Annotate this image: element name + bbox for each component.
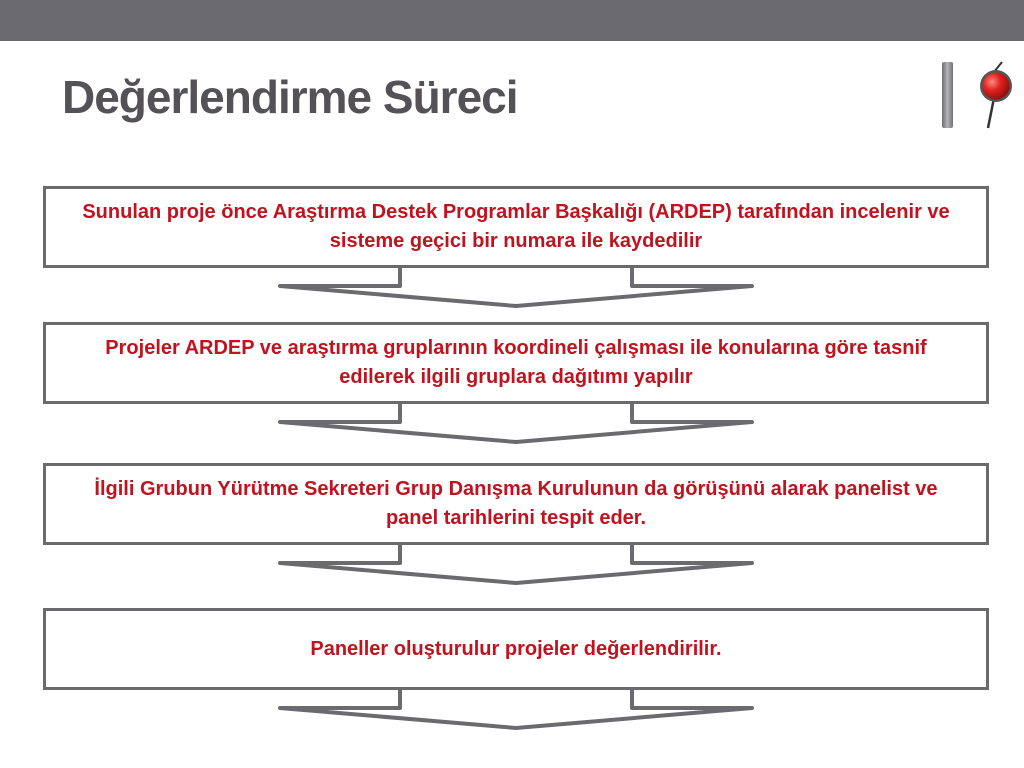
process-step-text: Projeler ARDEP ve araştırma gruplarının koordineli çalışması ile konularına göre tasnif edilerek ilgili gruplara dağıtımı yapılır xyxy=(105,337,927,388)
page-title: Değerlendirme Süreci xyxy=(62,71,518,123)
process-step-text: Paneller oluşturulur projeler değerlendirilir. xyxy=(310,637,722,660)
process-step-2 xyxy=(43,322,989,404)
down-arrow-icon xyxy=(276,402,756,444)
map-pin-logo-icon xyxy=(936,58,1020,134)
process-step-text: Sunulan proje önce Araştırma Destek Programlar Başkalığı (ARDEP) tarafından incelenir ve sisteme geçici bir numara ile kaydedilir xyxy=(82,201,950,252)
down-arrow-icon xyxy=(276,543,756,585)
process-step-3 xyxy=(43,463,989,545)
process-step-4 xyxy=(43,608,989,690)
down-arrow-icon xyxy=(276,688,756,730)
process-step-text: İlgili Grubun Yürütme Sekreteri Grup Danışma Kurulunun da görüşünü alarak panelist ve panel tarihlerini tespit eder. xyxy=(94,478,938,529)
process-step-1 xyxy=(43,186,989,268)
top-bar xyxy=(0,0,1024,41)
down-arrow-icon xyxy=(276,266,756,308)
